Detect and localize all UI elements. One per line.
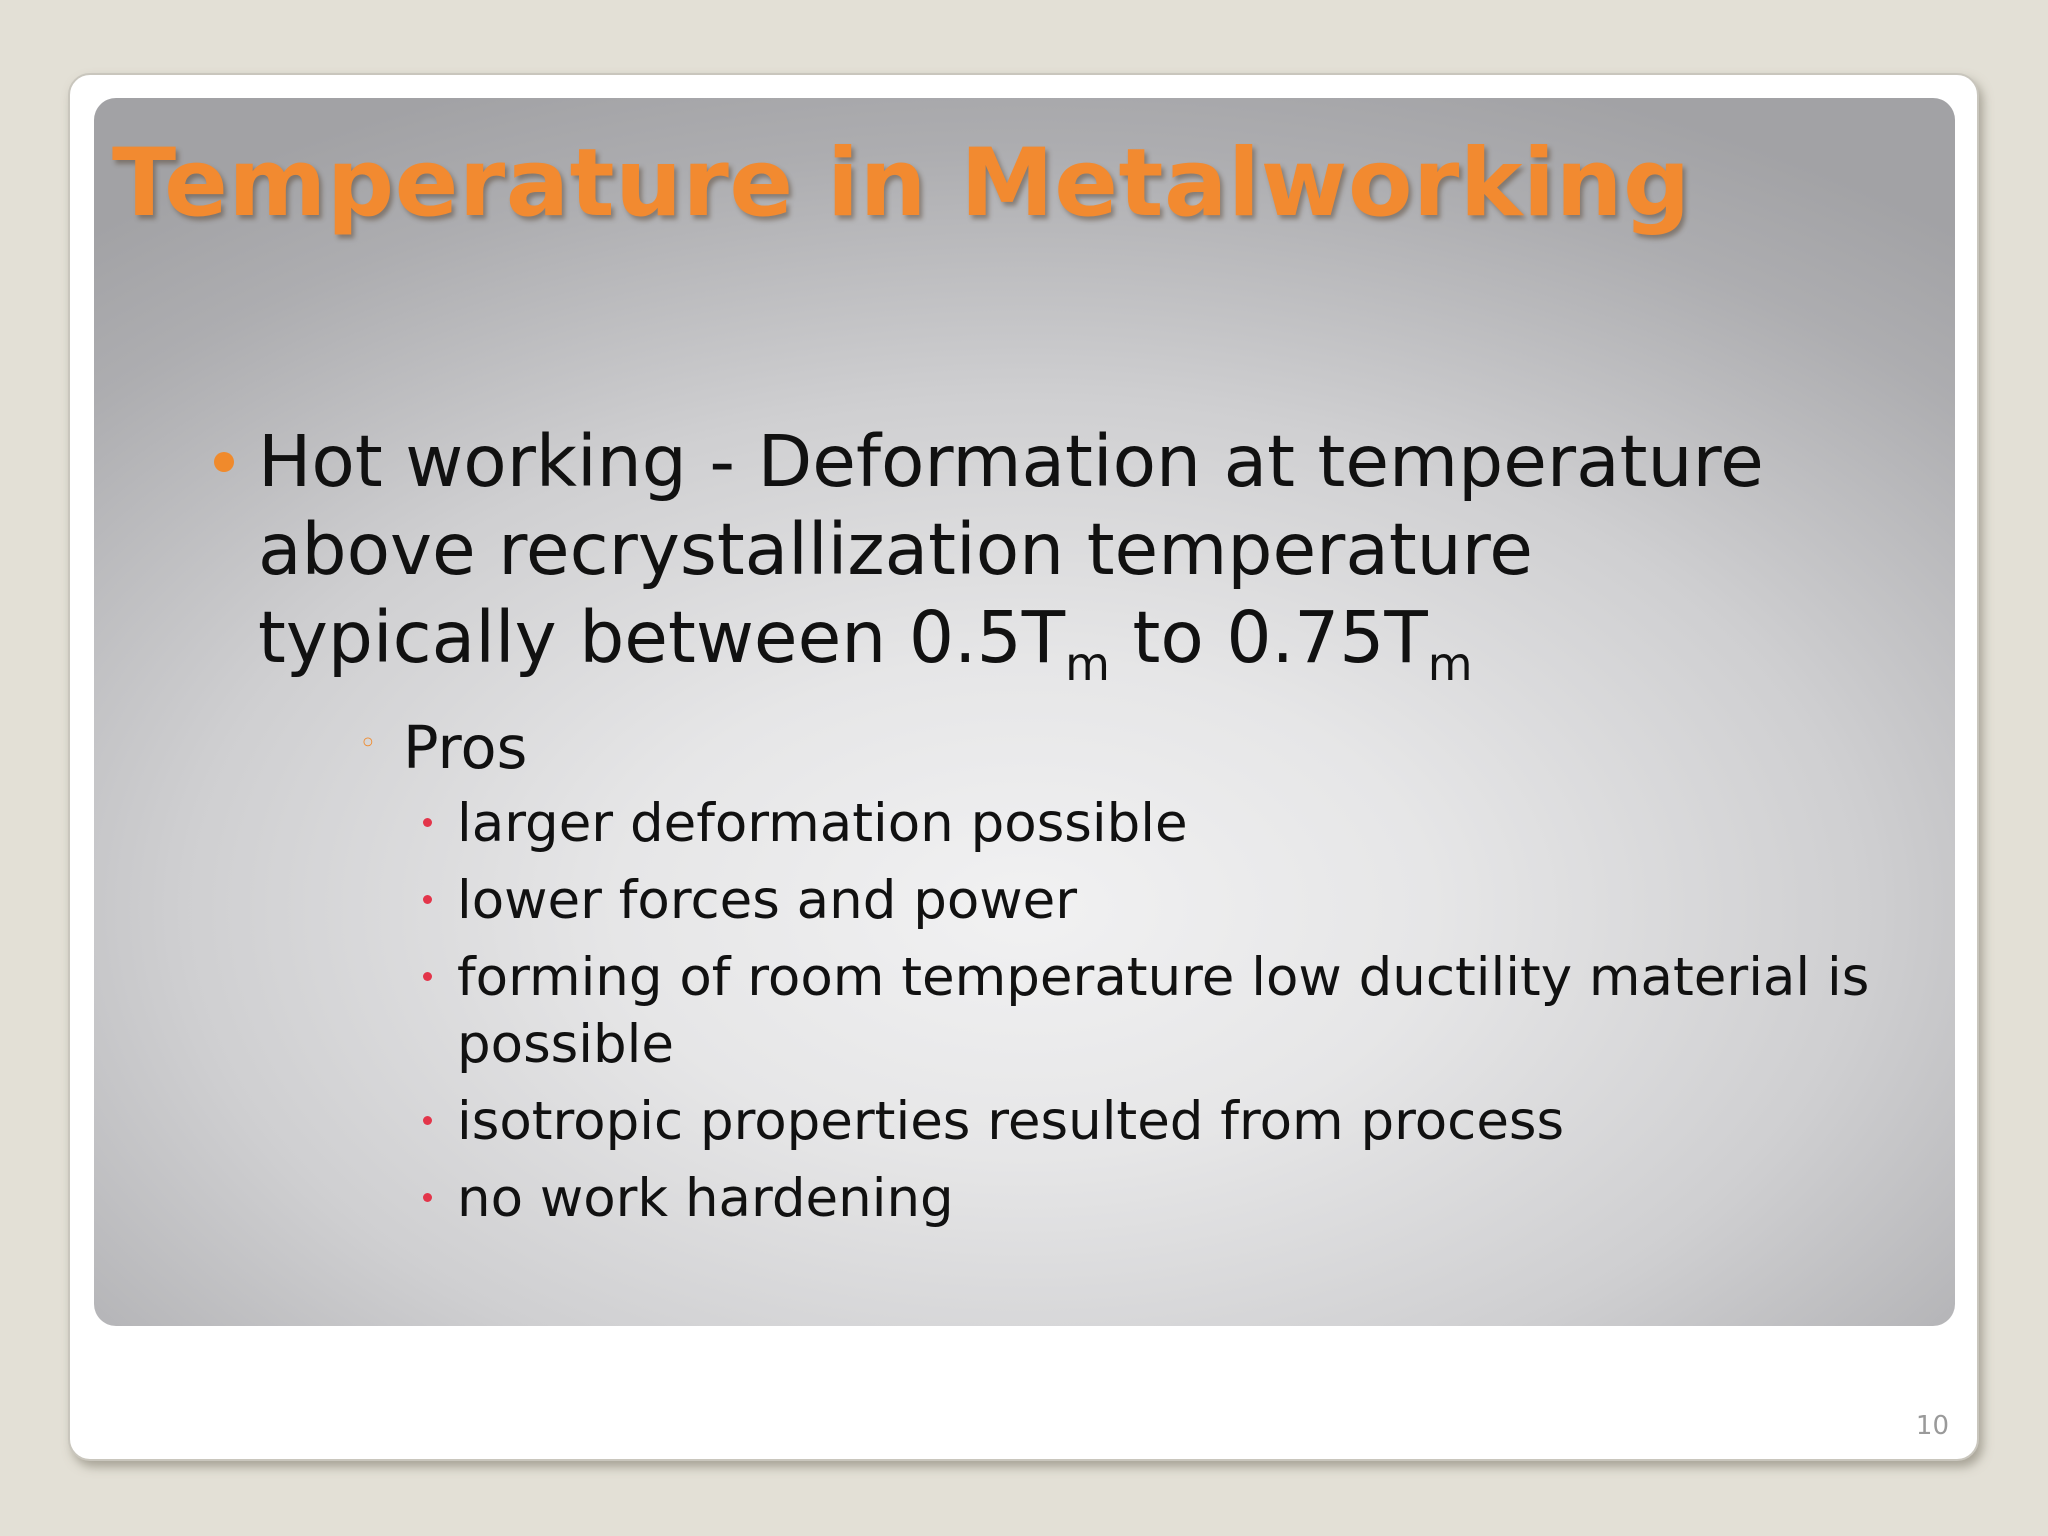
page-number: 10 <box>1915 1411 1949 1441</box>
list-item-label: forming of room temperature low ductility material is possible <box>457 947 1870 1075</box>
list-item <box>457 944 1947 1078</box>
bullet-dot-icon <box>423 1193 432 1202</box>
bullet-dot-icon <box>423 972 432 981</box>
list-item-label: no work hardening <box>457 1168 954 1229</box>
line3-text-a: typically between 0.5T <box>258 596 1066 679</box>
line3-text-b: to 0.75T <box>1109 596 1428 679</box>
main-bullet-line-1: Hot working - Deformation at temperature <box>258 420 1764 503</box>
list-item-label: isotropic properties resulted from process <box>457 1091 1565 1152</box>
pros-list <box>457 790 1947 1242</box>
subscript-m-1: m <box>1065 637 1110 691</box>
pros-heading <box>359 712 528 784</box>
circle-bullet-icon: ◦ <box>359 726 377 761</box>
list-item <box>457 867 1947 934</box>
list-item-label: larger deformation possible <box>457 793 1188 854</box>
list-item-label: lower forces and power <box>457 870 1078 931</box>
subscript-m-2: m <box>1427 637 1473 691</box>
list-item <box>457 790 1947 857</box>
bullet-dot-icon <box>423 818 432 827</box>
slide-card <box>68 73 1979 1461</box>
main-bullet-line-3 <box>258 594 1938 691</box>
pros-heading-label: Pros <box>403 713 528 782</box>
main-bullet <box>258 418 1938 691</box>
bullet-dot-icon <box>423 895 432 904</box>
main-bullet-line-2: above recrystallization temperature <box>258 508 1533 591</box>
list-item <box>457 1165 1947 1232</box>
list-item <box>457 1088 1947 1155</box>
bullet-dot-icon <box>214 452 234 472</box>
bullet-dot-icon <box>423 1116 432 1125</box>
slide-title: Temperature in Metalworking <box>112 129 1691 238</box>
